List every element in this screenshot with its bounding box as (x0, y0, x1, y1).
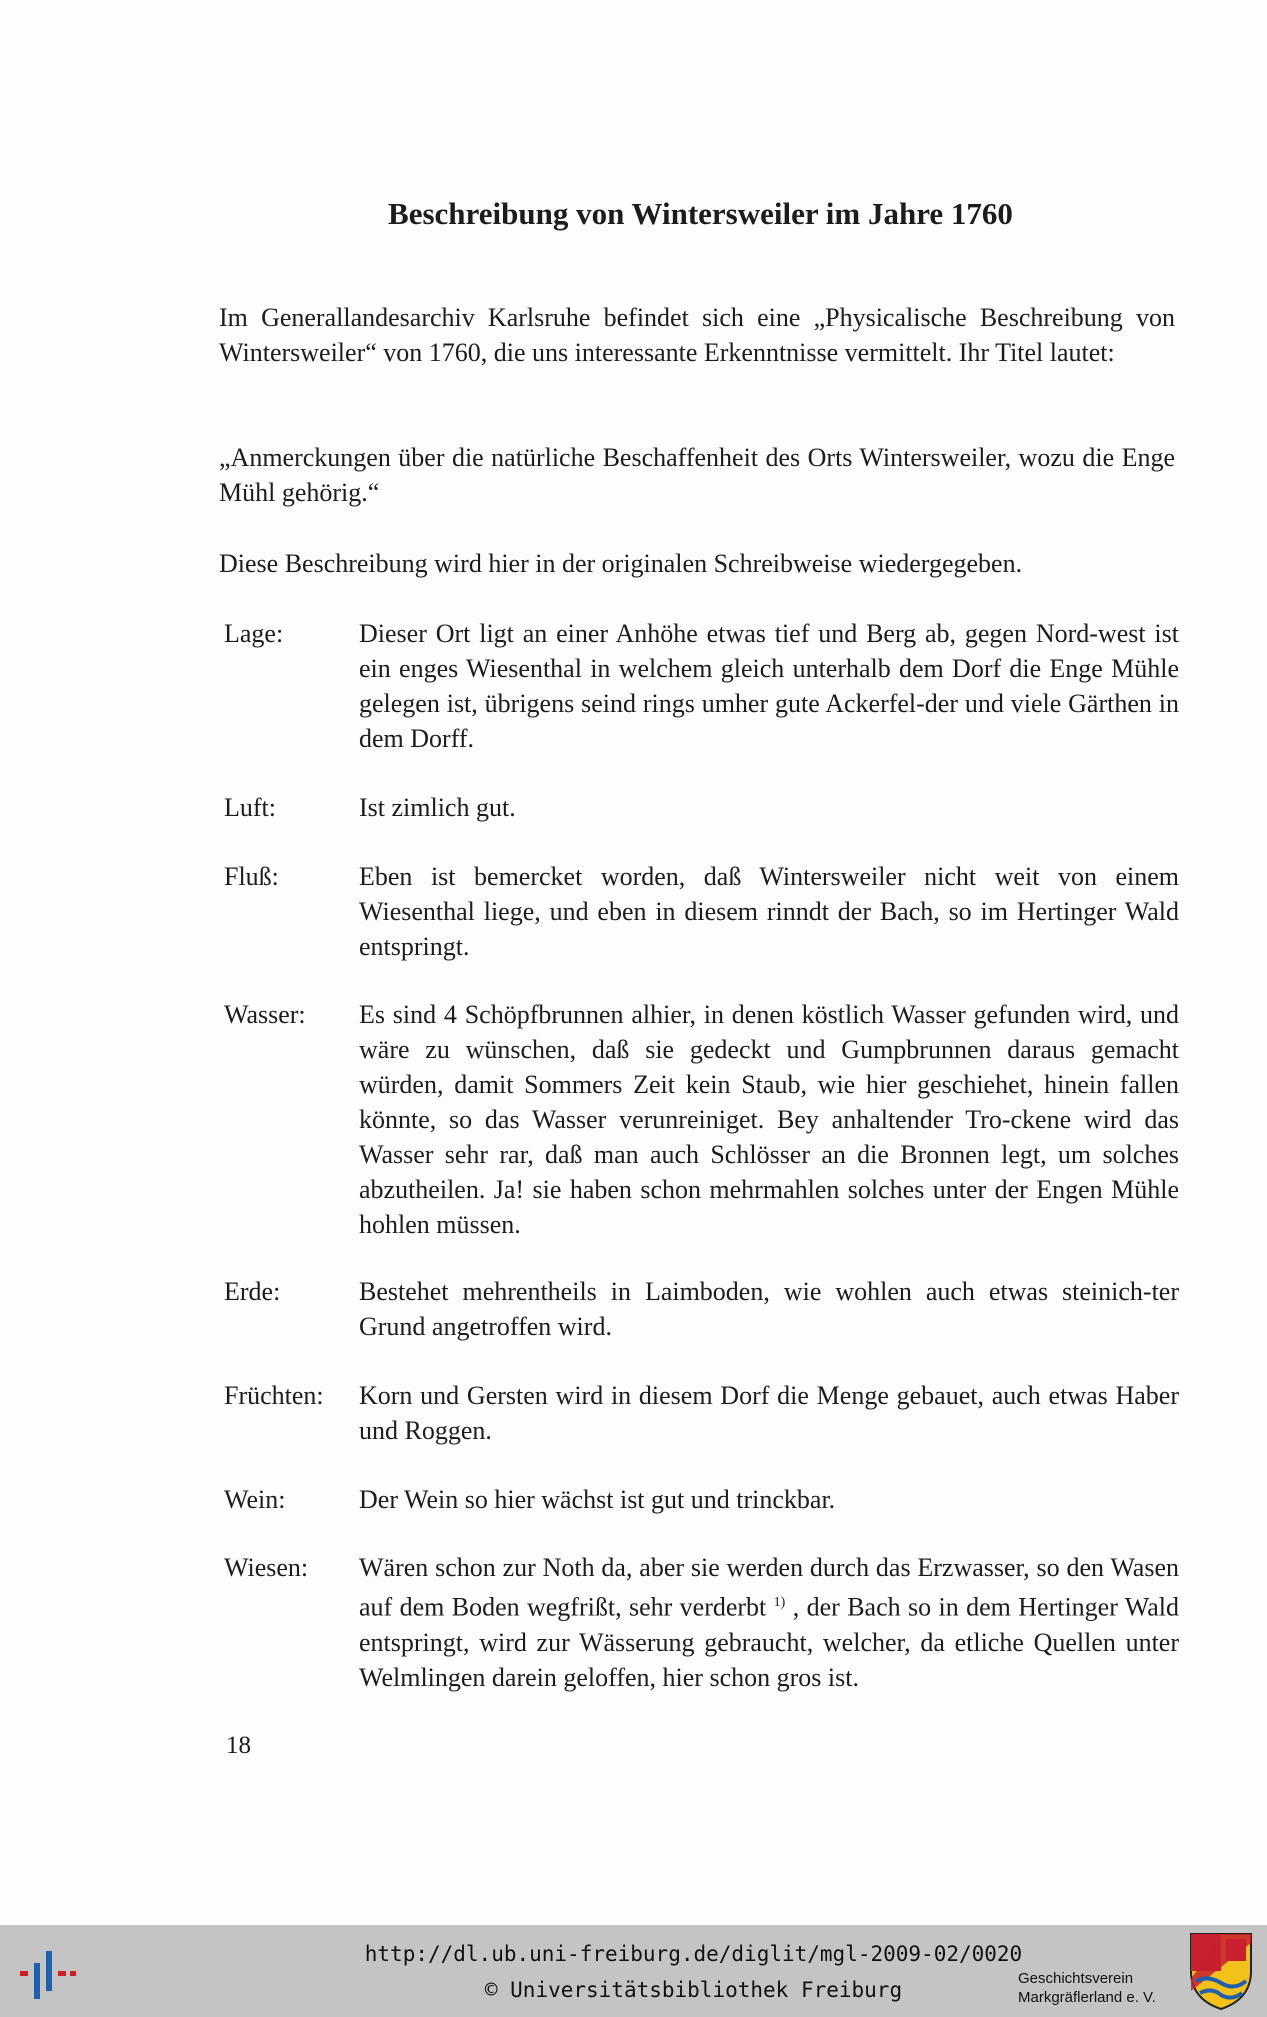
entry-text: Es sind 4 Schöpfbrunnen alhier, in denen köstlich Wasser gefunden wird, und wäre zu wünschen, daß sie gedeckt und Gumpbrunnen daraus gemacht würden, damit Sommers Zeit kein Staub, wie hier geschiehet, hinein fallen könnte, so das Wasser verunreiniget. Bey anhaltender Tro-ckene wird das Wasser sehr rar, daß man auch Schlösser an die Bronnen legt, um solches abzutheilen. Ja! sie haben schon mehrmahlen solches unter der Engen Mühle hohlen müssen. (359, 1000, 1179, 1239)
entry-label: Lage: (224, 619, 284, 648)
entry-text (359, 1550, 1179, 1695)
society-name (1018, 1969, 1156, 2007)
entry-text-part: Wären schon zur Noth da, aber sie werden durch das Erzwasser, so den Wasen auf dem Boden wegfrißt, sehr verderbt (359, 1553, 1179, 1622)
society-line-2: Markgräflerland e. V. (1018, 1989, 1156, 2006)
page-title: Beschreibung von Wintersweiler im Jahre 1760 (388, 196, 1013, 231)
entry-text: Korn und Gersten wird in diesem Dorf die Menge gebauet, auch etwas Haber und Roggen. (359, 1381, 1179, 1445)
footer-url-link[interactable]: http://dl.ub.uni-freiburg.de/diglit/mgl-2009-02/0020 (364, 1942, 1023, 1966)
quote-paragraph: „Anmerckungen über die natürliche Beschaffenheit des Orts Wintersweiler, wozu die Enge Mühl gehörig.“ (219, 443, 1175, 507)
entry-label: Fluß: (224, 862, 279, 891)
entry-label: Wasser: (224, 1000, 306, 1029)
entry-label: Früchten: (224, 1381, 324, 1410)
entry-text: Der Wein so hier wächst ist gut und trinckbar. (359, 1485, 836, 1514)
footer-copyright: © Universitätsbibliothek Freiburg (484, 1978, 903, 2002)
intro-paragraph: Im Generallandesarchiv Karlsruhe befindet sich eine „Physicalische Beschreibung von Wintersweiler“ von 1760, die uns interessante Erkenntnisse vermittelt. Ihr Titel lautet: (219, 303, 1175, 367)
entry-text-part: , der Bach so in dem Hertinger Wald entspringt, wird zur Wässerung gebraucht, welcher, da etliche Quellen unter Welmlingen darein geloffen, hier schon gros ist. (359, 1592, 1180, 1692)
entry-label: Wein: (224, 1485, 286, 1514)
entry-label: Wiesen: (224, 1553, 309, 1582)
note-paragraph: Diese Beschreibung wird hier in der originalen Schreibweise wiedergegeben. (219, 549, 1023, 578)
entry-text: Dieser Ort ligt an einer Anhöhe etwas tief und Berg ab, gegen Nord-west ist ein enges Wiesenthal in welchem gleich unterhalb dem Dorf die Enge Mühle gelegen ist, übrigens seind rings umher gute Ackerfel-der und viele Gärthen in dem Dorff. (359, 619, 1179, 753)
society-line-1: Geschichtsverein (1018, 1970, 1134, 1987)
entry-label: Luft: (224, 793, 276, 822)
footnote-marker: 1) (773, 1595, 786, 1610)
footer-bar (0, 1925, 1267, 2017)
coat-of-arms-icon (1188, 1931, 1254, 2011)
entry-text: Bestehet mehrentheils in Laimboden, wie wohlen auch etwas steinich-ter Grund angetroffen wird. (359, 1277, 1179, 1341)
entry-label: Erde: (224, 1277, 281, 1306)
entry-text: Ist zimlich gut. (359, 793, 516, 822)
entry-text: Eben ist bemercket worden, daß Wintersweiler nicht weit von einem Wiesenthal liege, und eben in diesem rinndt der Bach, so im Hertinger Wald entspringt. (359, 862, 1179, 961)
page-number: 18 (226, 1732, 251, 1759)
